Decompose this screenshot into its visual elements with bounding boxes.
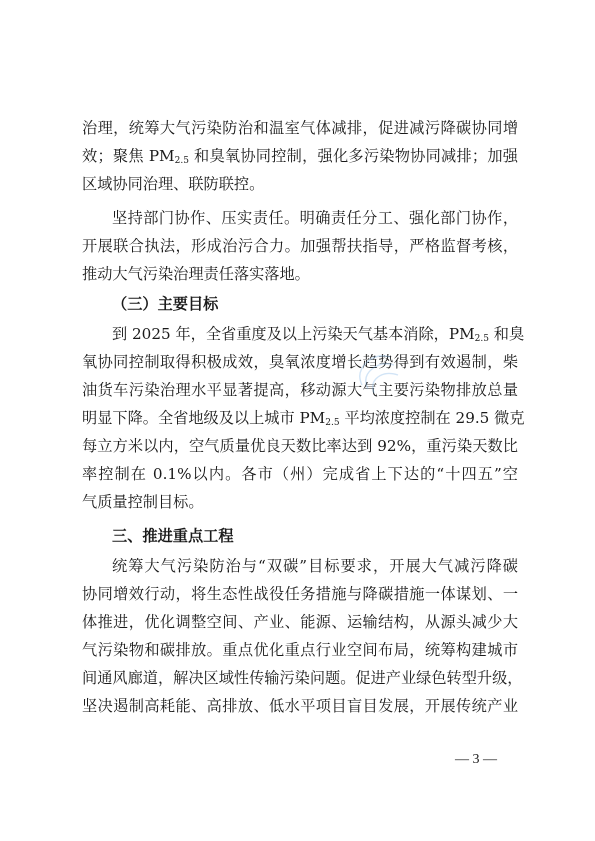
paragraph-line: 开展联合执法，形成治污合力。加强帮扶指导，严格监督考核， [82,237,518,255]
pm25-line-part-1: 效；聚焦 PM [82,147,175,165]
paragraph-line: 体推进，优化调整空间、产业、能源、运输结构，从源头减少大 [82,613,518,631]
pm25-line-part-2: 和臭氧协同控制，强化多污染物协同减排；加强 [188,147,518,165]
goal-line-part-4: 平均浓度控制在 29.5 微克 [339,409,525,427]
chapter-heading: 三、推进重点工程 [112,527,234,545]
pm25-subscript: 2.5 [474,334,489,344]
paragraph-line: 率控制在 0.1%以内。各市（州）完成省上下达的“十四五”空 [82,465,518,483]
section-heading: （三）主要目标 [112,295,219,313]
page-number: — 3 — [455,752,497,767]
goal-line-part-3: 明显下降。全省地级及以上城市 PM [82,409,326,427]
paragraph-line: 间通风廊道，解决区域性传输污染问题。促进产业绿色转型升级， [82,669,523,687]
paragraph-line: 协同增效行动，将生态性战役任务措施与降碳措施一体谋划、一 [82,585,518,603]
paragraph-line [82,408,525,428]
paragraph-line [112,324,525,344]
pm25-subscript: 2.5 [174,156,189,166]
paragraph-line: 气污染物和碳排放。重点优化重点行业空间布局，统筹构建城市 [82,641,518,659]
paragraph-line: 每立方米以内，空气质量优良天数比率达到 92%，重污染天数比 [82,437,518,455]
paragraph-line: 坚决遏制高耗能、高排放、低水平项目盲目发展，开展传统产业 [82,697,518,715]
paragraph-line: 坚持部门协作、压实责任。明确责任分工、强化部门协作， [112,209,518,227]
pm25-subscript: 2.5 [325,418,340,428]
paragraph-line: 统筹大气污染防治与“双碳”目标要求，开展大气减污降碳 [112,557,518,575]
watermark-logo-icon [352,345,412,400]
paragraph-line: 气质量控制目标。 [82,493,204,511]
paragraph-line: 区域协同治理、联防联控。 [82,175,265,193]
paragraph-line: 氧协同控制取得积极成效，臭氧浓度增长趋势得到有效遏制，柴 [82,353,518,371]
goal-line-part-2: 和臭 [488,325,525,343]
paragraph-line [82,146,518,166]
paragraph-line: 油货车污染治理水平显著提高，移动源大气主要污染物排放总量 [82,381,518,399]
paragraph-line: 治理，统筹大气污染防治和温室气体减排，促进减污降碳协同增 [82,119,518,137]
paragraph-line: 推动大气污染治理责任落实落地。 [82,265,310,283]
goal-line-part-1: 到 2025 年，全省重度及以上污染天气基本消除，PM [112,325,475,343]
